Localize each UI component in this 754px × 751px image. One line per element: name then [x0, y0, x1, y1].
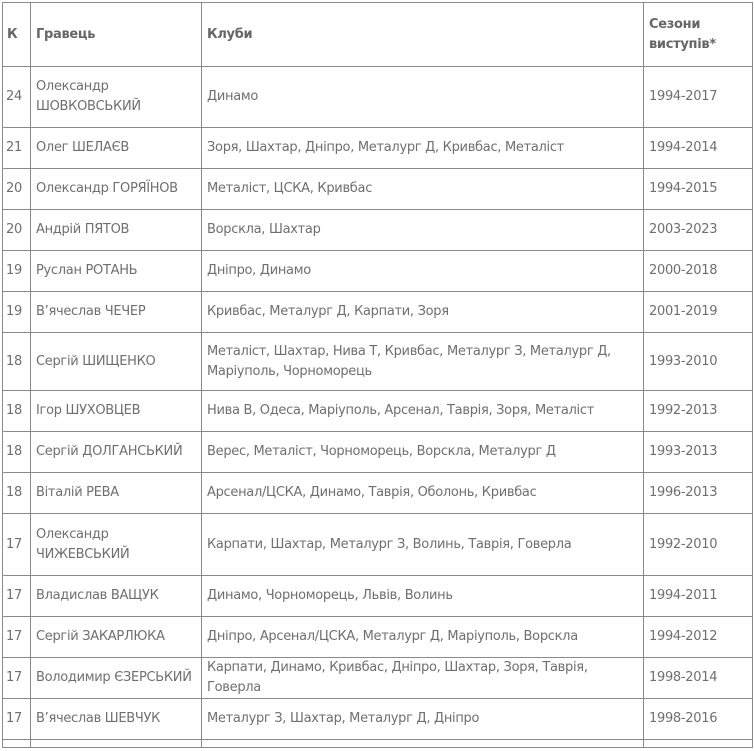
table-row [3, 210, 753, 251]
table-row [3, 699, 753, 740]
cell-clubs: Металіст, ЦСКА, Кривбас [202, 169, 644, 210]
table-row [3, 658, 753, 699]
table-row [3, 128, 753, 169]
table-row [3, 514, 753, 576]
table-header-row [3, 3, 753, 67]
cell-rank: 19 [3, 251, 31, 292]
cell-clubs: Динамо [202, 67, 644, 128]
cell-seasons: 1993-2013 [644, 432, 753, 473]
cell-player: В’ячеслав ЧЕЧЕР [31, 292, 202, 333]
cell-seasons: 2001-2019 [644, 292, 753, 333]
table-row [3, 292, 753, 333]
cell-clubs: Дніпро, Динамо [202, 251, 644, 292]
cell-rank: 18 [3, 432, 31, 473]
cell-seasons: 1994-2015 [644, 169, 753, 210]
cell-player: Володимир ЄЗЕРСЬКИЙ [31, 658, 202, 699]
cell-clubs: Зоря, Шахтар, Дніпро, Металург Д, Кривбас, Металіст [202, 128, 644, 169]
cell-rank: 21 [3, 128, 31, 169]
table-row [3, 473, 753, 514]
cell-empty [202, 740, 644, 748]
cell-clubs: Металург З, Шахтар, Металург Д, Дніпро [202, 699, 644, 740]
cell-seasons: 1994-2017 [644, 67, 753, 128]
table-row [3, 576, 753, 617]
table-row [3, 617, 753, 658]
cell-empty [3, 740, 31, 748]
cell-player: Сергій ЗАКАРЛЮКА [31, 617, 202, 658]
cell-empty [31, 740, 202, 748]
table-row [3, 169, 753, 210]
cell-clubs: Динамо, Чорноморець, Львів, Волинь [202, 576, 644, 617]
cell-player: Андрій ПЯТОВ [31, 210, 202, 251]
cell-player: Олександр ГОРЯЇНОВ [31, 169, 202, 210]
cell-player: Владислав ВАЩУК [31, 576, 202, 617]
players-table [2, 2, 753, 748]
cell-rank: 20 [3, 169, 31, 210]
table-row-partial [3, 740, 753, 748]
table-row [3, 251, 753, 292]
cell-seasons: 1992-2010 [644, 514, 753, 576]
cell-rank: 17 [3, 699, 31, 740]
cell-rank: 18 [3, 333, 31, 391]
header-rank[interactable]: К [3, 3, 31, 67]
cell-player: Віталій РЕВА [31, 473, 202, 514]
cell-rank: 18 [3, 391, 31, 432]
cell-rank: 24 [3, 67, 31, 128]
header-clubs[interactable]: Клуби [202, 3, 644, 67]
header-seasons[interactable]: Сезони виступів* [644, 3, 753, 67]
cell-clubs: Карпати, Динамо, Кривбас, Дніпро, Шахтар, Зоря, Таврія, Говерла [202, 658, 644, 699]
cell-player: Сергій ДОЛГАНСЬКИЙ [31, 432, 202, 473]
cell-seasons: 1994-2014 [644, 128, 753, 169]
cell-seasons: 1996-2013 [644, 473, 753, 514]
cell-player: Сергій ШИЩЕНКО [31, 333, 202, 391]
cell-seasons: 2003-2023 [644, 210, 753, 251]
cell-seasons: 1998-2014 [644, 658, 753, 699]
cell-rank: 17 [3, 617, 31, 658]
cell-seasons: 1994-2011 [644, 576, 753, 617]
cell-clubs: Кривбас, Металург Д, Карпати, Зоря [202, 292, 644, 333]
cell-player: Ігор ШУХОВЦЕВ [31, 391, 202, 432]
cell-player: Олександр ЧИЖЕВСЬКИЙ [31, 514, 202, 576]
cell-empty [644, 740, 753, 748]
header-player[interactable]: Гравець [31, 3, 202, 67]
cell-clubs: Карпати, Шахтар, Металург З, Волинь, Таврія, Говерла [202, 514, 644, 576]
table-row [3, 67, 753, 128]
cell-seasons: 1998-2016 [644, 699, 753, 740]
cell-clubs: Ворскла, Шахтар [202, 210, 644, 251]
table-row [3, 333, 753, 391]
table-row [3, 391, 753, 432]
cell-clubs: Нива В, Одеса, Маріуполь, Арсенал, Таврія, Зоря, Металіст [202, 391, 644, 432]
cell-clubs: Арсенал/ЦСКА, Динамо, Таврія, Оболонь, Кривбас [202, 473, 644, 514]
cell-player: В’ячеслав ШЕВЧУК [31, 699, 202, 740]
cell-rank: 17 [3, 658, 31, 699]
cell-rank: 17 [3, 576, 31, 617]
cell-clubs: Дніпро, Арсенал/ЦСКА, Металург Д, Маріуполь, Ворскла [202, 617, 644, 658]
table-row [3, 432, 753, 473]
cell-seasons: 1993-2010 [644, 333, 753, 391]
cell-player: Руслан РОТАНЬ [31, 251, 202, 292]
cell-clubs: Верес, Металіст, Чорноморець, Ворскла, Металург Д [202, 432, 644, 473]
cell-seasons: 1992-2013 [644, 391, 753, 432]
cell-rank: 17 [3, 514, 31, 576]
cell-rank: 19 [3, 292, 31, 333]
cell-rank: 20 [3, 210, 31, 251]
cell-seasons: 2000-2018 [644, 251, 753, 292]
cell-clubs: Металіст, Шахтар, Нива Т, Кривбас, Металург З, Металург Д, Маріуполь, Чорноморець [202, 333, 644, 391]
cell-player: Олександр ШОВКОВСЬКИЙ [31, 67, 202, 128]
cell-seasons: 1994-2012 [644, 617, 753, 658]
cell-player: Олег ШЕЛАЄВ [31, 128, 202, 169]
cell-rank: 18 [3, 473, 31, 514]
